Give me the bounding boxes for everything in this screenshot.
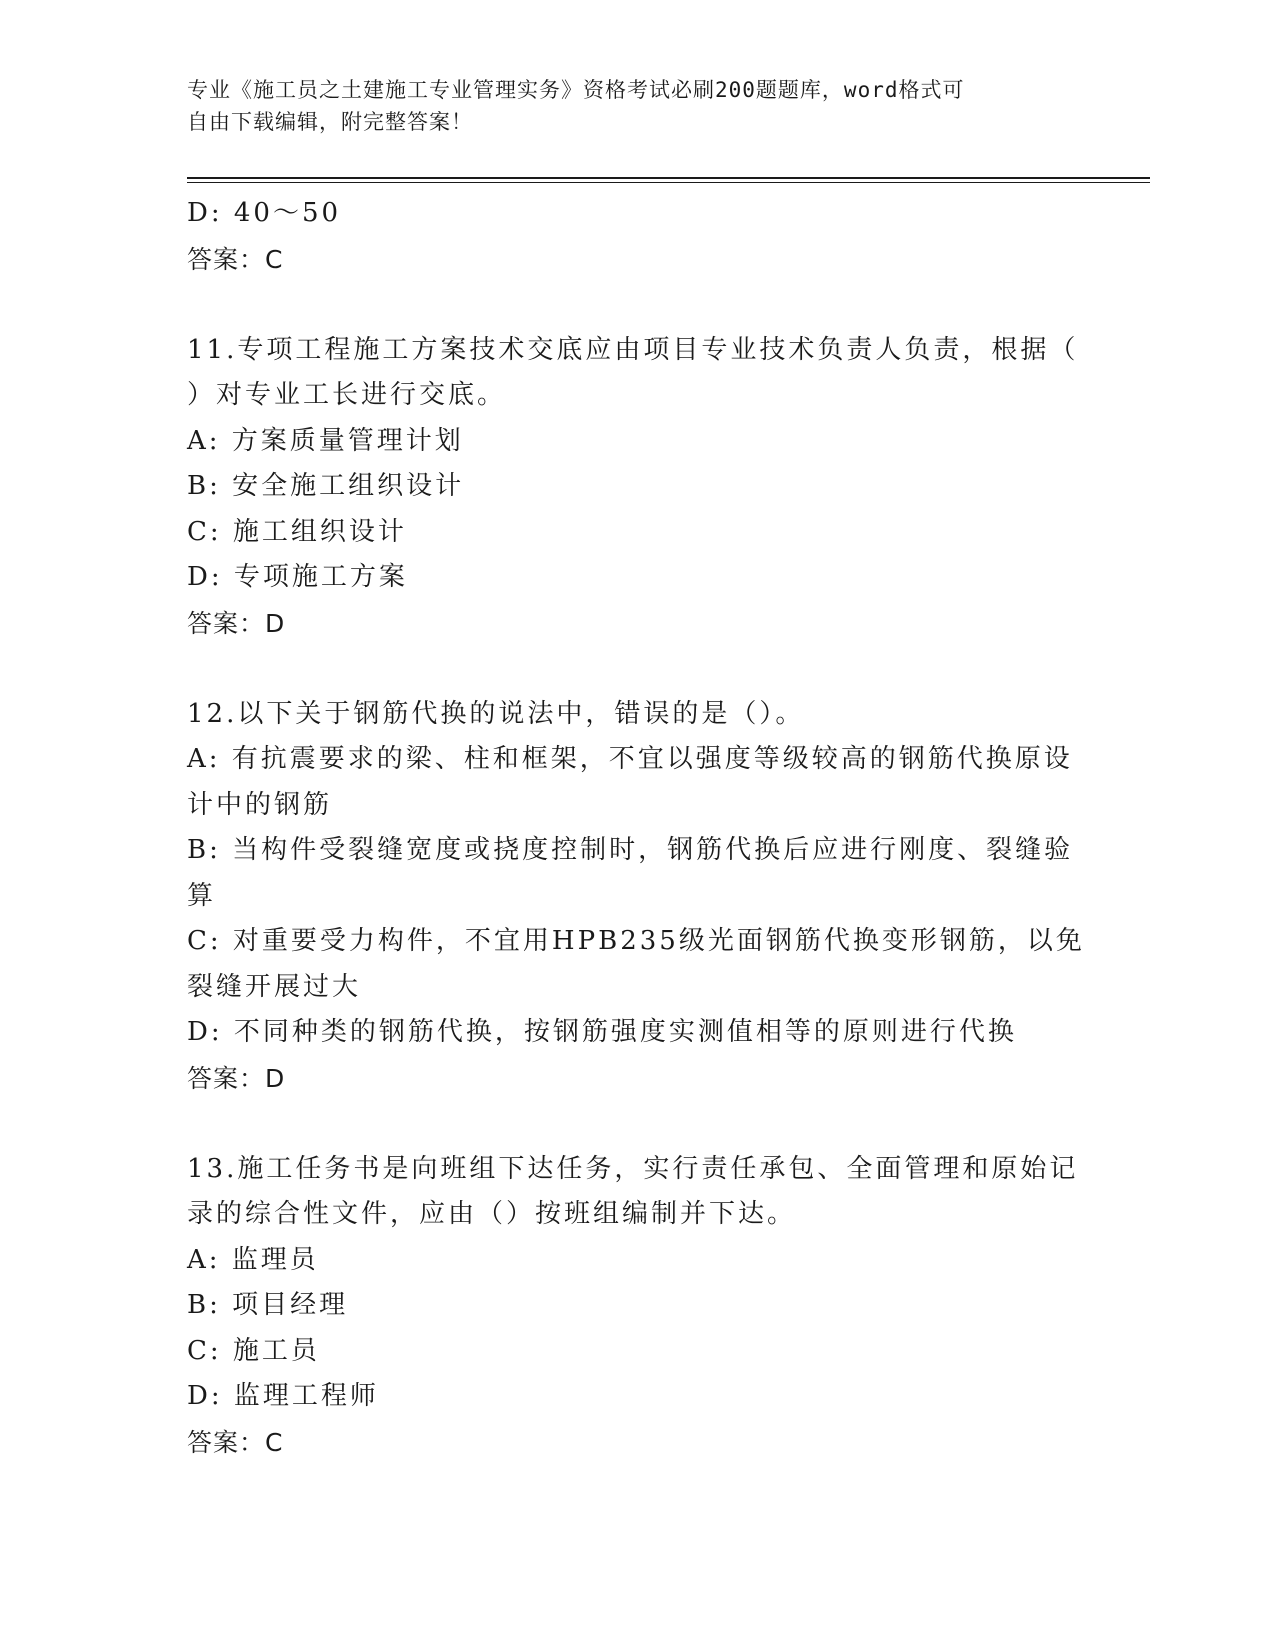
option-c-cont: 裂缝开展过大 <box>187 971 362 1002</box>
option-d: D: 40～50 <box>187 198 342 228</box>
question-11 <box>187 328 1082 647</box>
spacer <box>187 646 1082 692</box>
option-a: A: 监理员 <box>187 1244 319 1275</box>
question-10-tail <box>187 191 1082 282</box>
option-d: D: 不同种类的钢筋代换，按钢筋强度实测值相等的原则进行代换 <box>187 1017 1017 1047</box>
option-c: C: 对重要受力构件，不宜用HPB235级光面钢筋代换变形钢筋，以免 <box>187 926 1085 956</box>
question-12 <box>187 692 1085 1102</box>
header-title-line-2: 自由下载编辑，附完整答案！ <box>187 110 473 134</box>
answer-line: 答案：D <box>187 608 286 638</box>
question-13 <box>187 1147 1082 1466</box>
question-stem: 13.施工任务书是向班组下达任务，实行责任承包、全面管理和原始记 <box>187 1153 1079 1184</box>
question-stem: 11.专项工程施工方案技术交底应由项目专业技术负责人负责，根据（ <box>187 334 1079 365</box>
answer-line: 答案：D <box>187 1063 286 1093</box>
option-d: D: 专项施工方案 <box>187 562 408 592</box>
question-stem-cont: ）对专业工长进行交底。 <box>187 380 507 410</box>
option-b: B: 项目经理 <box>187 1290 349 1320</box>
page-header <box>187 74 1067 138</box>
option-a-cont: 计中的钢筋 <box>187 789 333 820</box>
header-divider-thin <box>187 182 1150 183</box>
option-a: A: 方案质量管理计划 <box>187 425 464 456</box>
question-list <box>187 191 1085 1465</box>
option-b: B: 安全施工组织设计 <box>187 471 465 501</box>
option-d: D: 监理工程师 <box>187 1381 379 1411</box>
spacer <box>187 282 1082 328</box>
answer-line: 答案：C <box>187 244 284 274</box>
spacer <box>187 1101 1082 1147</box>
question-stem: 12.以下关于钢筋代换的说法中，错误的是（）。 <box>187 698 805 729</box>
option-c: C: 施工组织设计 <box>187 516 407 547</box>
question-stem-cont: 录的综合性文件，应由（）按班组编制并下达。 <box>187 1199 797 1229</box>
option-c: C: 施工员 <box>187 1335 320 1366</box>
header-title-line-1: 专业《施工员之土建施工专业管理实务》资格考试必刷200题题库，word格式可 <box>187 78 965 102</box>
header-divider-thick <box>187 177 1150 179</box>
option-b-cont: 算 <box>187 880 217 911</box>
option-a: A: 有抗震要求的梁、柱和框架，不宜以强度等级较高的钢筋代换原设 <box>187 744 1073 774</box>
answer-line: 答案：C <box>187 1427 284 1457</box>
option-b: B: 当构件受裂缝宽度或挠度控制时，钢筋代换后应进行刚度、裂缝验 <box>187 835 1074 865</box>
